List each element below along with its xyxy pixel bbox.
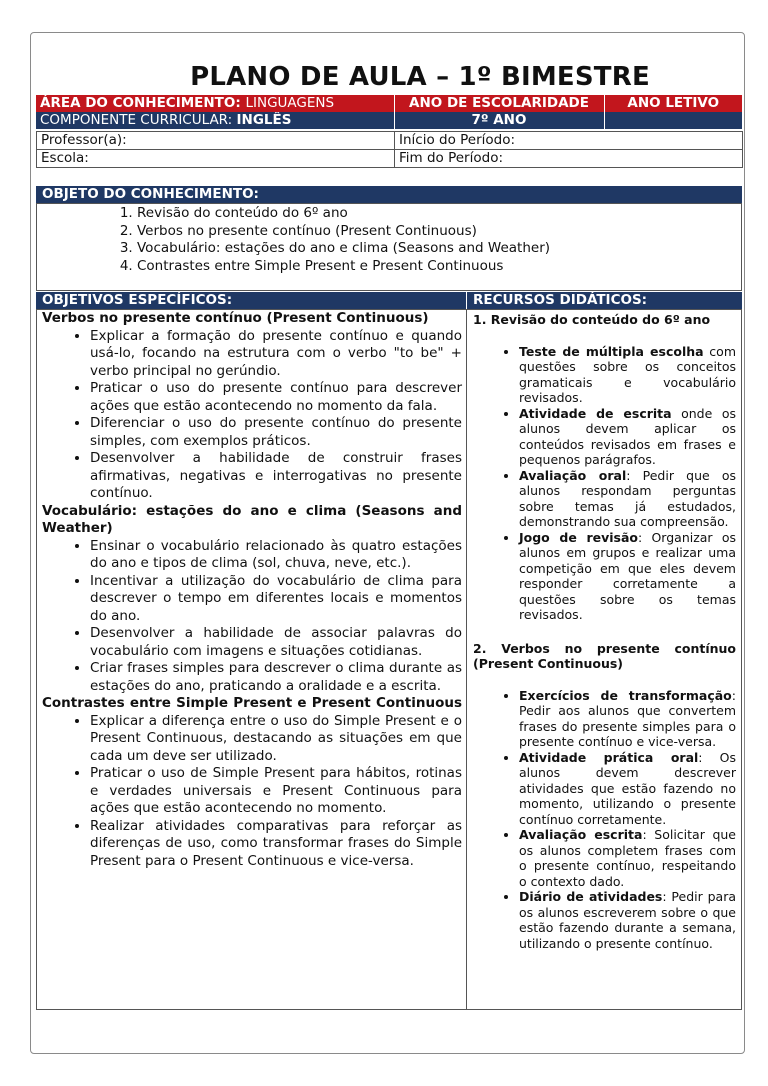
inicio-field[interactable]: Início do Período: (395, 132, 743, 150)
objetivo-item: • Ensinar o vocabulário relacionado às quatro estações do ano e tipos de clima (sol, chuva, neve, etc.). (90, 538, 462, 573)
ano-value: 7º ANO (394, 112, 604, 129)
objeto-item: 3. Vocabulário: estações do ano e clima (Seasons and Weather) (137, 240, 741, 258)
objetivo-item: • Explicar a diferença entre o uso do Simple Present e o Present Continuous, destacando as situações em que cada um deve ser utilizado. (90, 713, 462, 766)
recurso-item-title: Exercícios de transformação (519, 687, 732, 703)
header-table (36, 95, 742, 129)
recurso-item-title: Jogo de revisão (519, 529, 638, 545)
page-title: PLANO DE AULA – 1º BIMESTRE (190, 62, 650, 92)
recurso-item (519, 530, 736, 623)
area-value: LINGUAGENS (245, 95, 335, 111)
recurso-item-text: onde os alunos devem aplicar os conteúdos revisados em frases e pequenos parágrafos. (519, 405, 736, 467)
recurso-item-text: : Pedir aos alunos que convertem frases do presente simples para o presente contínuo e vice-versa. (519, 687, 736, 749)
objeto-item: 4. Contrastes entre Simple Present e Present Continuous (137, 258, 741, 276)
objetivos-list (42, 713, 462, 871)
objetivos-list (42, 538, 462, 696)
ano-letivo-label: ANO LETIVO (604, 95, 742, 112)
ano-letivo-value (604, 112, 742, 129)
objeto-list (37, 205, 741, 275)
objetivos-content (42, 310, 462, 870)
objetivo-item: • Desenvolver a habilidade de construir frases afirmativas, negativas e interrogativas no presente contínuo. (90, 450, 462, 503)
recurso-item-title: Teste de múltipla escolha (519, 343, 704, 359)
escola-field[interactable]: Escola: (37, 150, 395, 168)
objetivo-item: • Praticar o uso do presente contínuo para descrever ações que estão acontecendo no momento da fala. (90, 380, 462, 415)
objetivo-item: • Explicar a formação do presente contínuo e quando usá-lo, focando na estrutura com o verbo "to be" + verbo principal no gerúndio. (90, 328, 462, 381)
recursos-section-title: 2. Verbos no presente contínuo (Present Continuous) (473, 640, 736, 671)
recurso-item (519, 406, 736, 468)
objeto-item: 2. Verbos no presente contínuo (Present Continuous) (137, 223, 741, 241)
header-row-2 (36, 112, 742, 129)
recurso-item-text: : Os alunos devem descrever atividades que estão fazendo no momento, utilizando o presente contínuo corretamente. (519, 749, 736, 827)
area-cell (36, 95, 394, 112)
objetivo-item: • Praticar o uso de Simple Present para hábitos, rotinas e verdades universais e Present Continuous para ações que estão acontecendo no momento. (90, 765, 462, 818)
recursos-section-title: 1. Revisão do conteúdo do 6º ano (473, 312, 711, 327)
recursos-content (473, 312, 736, 951)
componente-label: COMPONENTE CURRICULAR: (40, 112, 233, 128)
info-table (36, 131, 743, 168)
professor-field[interactable]: Professor(a): (37, 132, 395, 150)
recurso-item-title: Avaliação oral (519, 467, 627, 483)
objetivos-list (42, 328, 462, 503)
ano-escolaridade-label: ANO DE ESCOLARIDADE (394, 95, 604, 112)
objetivo-item: • Realizar atividades comparativas para reforçar as diferenças de uso, como transformar frases do Simple Present para o Present Continuous e vice-versa. (90, 818, 462, 871)
area-label: ÁREA DO CONHECIMENTO: (40, 95, 241, 111)
objetivo-item: • Diferenciar o uso do presente contínuo do presente simples, com exemplos práticos. (90, 415, 462, 450)
objetivos-heading: OBJETIVOS ESPECÍFICOS: (36, 292, 466, 309)
componente-cell (36, 112, 394, 129)
objeto-heading: OBJETO DO CONHECIMENTO: (36, 186, 742, 203)
recurso-item-text: : Pedir para os alunos escreverem sobre o que estão fazendo durante a semana, utilizando o presente contínuo. (519, 889, 736, 951)
objetivos-section-title: Contrastes entre Simple Present e Present Continuous (42, 695, 462, 711)
recurso-item (519, 468, 736, 530)
header-row-1 (36, 95, 742, 112)
recurso-item (519, 827, 736, 889)
fim-field[interactable]: Fim do Período: (395, 150, 743, 168)
recurso-item-text: : Solicitar que os alunos completem frases com o presente contínuo, respeitando o contexto dado. (519, 827, 736, 889)
objetivo-item: • Incentivar a utilização do vocabulário de clima para descrever o tempo em diferentes locais e momentos do ano. (90, 573, 462, 626)
objeto-box (36, 203, 742, 291)
recurso-item-title: Avaliação escrita (519, 827, 643, 842)
objetivos-section-title: Verbos no presente contínuo (Present Continuous) (42, 310, 429, 326)
recurso-item (519, 344, 736, 406)
recurso-item (519, 688, 736, 750)
recurso-item-title: Atividade prática oral (519, 749, 699, 765)
recurso-item-text: : Organizar os alunos em grupos e realizar uma competição em que eles devem responder corretamente a questões sobre os temas revisados. (519, 529, 736, 622)
recurso-item (519, 750, 736, 828)
objetivo-item: • Criar frases simples para descrever o clima durante as estações do ano, praticando a oralidade e a escrita. (90, 660, 462, 695)
recurso-item (519, 889, 736, 951)
componente-value: INGLÊS (236, 112, 292, 128)
recursos-list (473, 344, 736, 623)
recurso-item-text: com questões sobre os conceitos gramaticais e vocabulário revisados. (519, 343, 736, 405)
info-row-2 (37, 150, 743, 168)
recursos-heading: RECURSOS DIDÁTICOS: (467, 292, 742, 309)
objetivo-item: • Desenvolver a habilidade de associar palavras do vocabulário com imagens e situações cotidianas. (90, 625, 462, 660)
info-row-1 (37, 132, 743, 150)
objetivos-section-title: Vocabulário: estações do ano e clima (Seasons and Weather) (42, 502, 462, 536)
recurso-item-title: Diário de atividades (519, 889, 663, 904)
recurso-item-title: Atividade de escrita (519, 405, 672, 421)
objeto-item: 1. Revisão do conteúdo do 6º ano (137, 205, 741, 223)
recursos-list (473, 688, 736, 952)
recurso-item-text: : Pedir que os alunos respondam perguntas sobre temas já estudados, demonstrando sua compreensão. (519, 467, 736, 529)
